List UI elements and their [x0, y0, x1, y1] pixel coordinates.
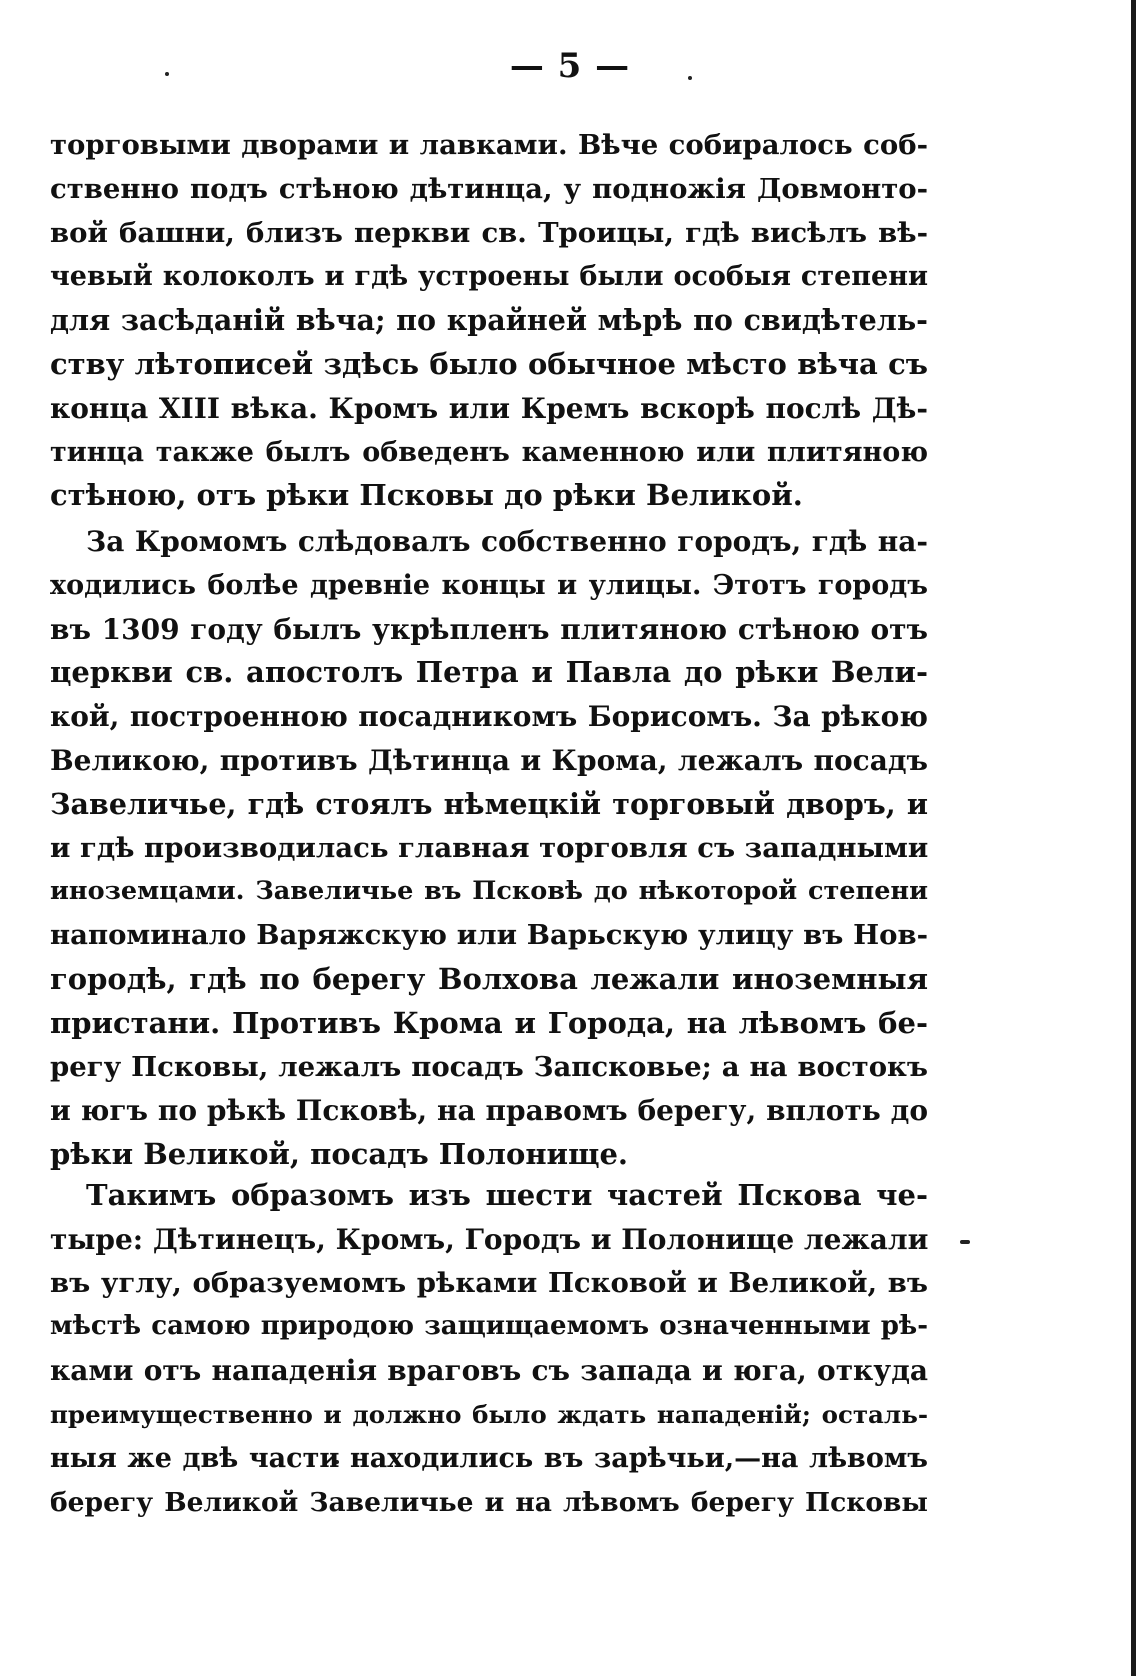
- text-line: Великою, противъ Дѣтинца и Крома, лежалъ посадъ: [50, 743, 928, 777]
- text-line: въ 1309 году былъ укрѣпленъ плитяною стѣною отъ: [50, 612, 928, 646]
- text-line: Такимъ образомъ изъ шести частей Пскова че-: [86, 1178, 928, 1212]
- text-line: ственно подъ стѣною дѣтинца, у подножія Довмонто-: [50, 172, 928, 205]
- text-line: конца XIII вѣка. Кромъ или Кремъ вскорѣ послѣ Дѣ-: [50, 391, 928, 425]
- text-line: городѣ, гдѣ по берегу Волхова лежали иноземныя: [50, 961, 928, 996]
- text-line: За Кромомъ слѣдовалъ собственно городъ, гдѣ на-: [86, 525, 928, 558]
- text-line: ками отъ нападенія враговъ съ запада и юга, откуда: [50, 1354, 928, 1388]
- text-line: ходились болѣе древніе концы и улицы. Этотъ городъ: [50, 569, 928, 601]
- text-line: тинца также былъ обведенъ каменною или плитяною: [50, 436, 928, 468]
- text-line: стѣною, отъ рѣки Псковы до рѣки Великой.: [50, 478, 803, 513]
- paragraph-3: [50, 1174, 928, 1524]
- text-line: мѣстѣ самою природою защищаемомъ означенными рѣ-: [50, 1311, 928, 1342]
- text-line: пристани. Противъ Крома и Города, на лѣвомъ бе-: [50, 1005, 928, 1040]
- text-line: и гдѣ производилась главная торговля съ западными: [50, 831, 928, 864]
- text-line: для засѣданій вѣча; по крайней мѣрѣ по свидѣтель-: [50, 303, 928, 338]
- text-line: берегу Великой Завеличье и на лѣвомъ берегу Псковы: [50, 1486, 928, 1518]
- text-line: и югъ по рѣкѣ Псковѣ, на правомъ берегу, вплоть до: [50, 1094, 928, 1128]
- text-line: чевый колоколъ и гдѣ устроены были особыя степени: [50, 261, 928, 293]
- text-line: вой башни, близъ перкви св. Троицы, гдѣ висѣлъ вѣ-: [50, 216, 928, 249]
- text-line: тыре: Дѣтинецъ, Кромъ, Городъ и Полонище лежали: [50, 1222, 928, 1256]
- text-line: въ углу, образуемомъ рѣками Псковой и Великой, въ: [50, 1266, 928, 1299]
- paragraph-1: [50, 124, 928, 518]
- page-edge-border: [1131, 0, 1136, 1676]
- text-line: рѣки Великой, посадъ Полонище.: [50, 1137, 628, 1172]
- print-speck: [960, 1240, 970, 1244]
- text-line: напоминало Варяжскую или Варьскую улицу въ Нов-: [50, 919, 928, 952]
- text-line: иноземцами. Завеличье въ Псковѣ до нѣкоторой степени: [50, 876, 928, 907]
- paragraph-2: [50, 520, 928, 1177]
- text-line: Завеличье, гдѣ стоялъ нѣмецкій торговый дворъ, и: [50, 786, 928, 821]
- page-number: — 5 —: [509, 46, 631, 86]
- text-line: торговыми дворами и лавками. Вѣче собиралось соб-: [50, 129, 928, 161]
- text-line: кой, построенною посадникомъ Борисомъ. За рѣкою: [50, 700, 928, 734]
- text-line: церкви св. апостолъ Петра и Павла до рѣки Вели-: [50, 655, 928, 690]
- text-line: преимущественно и должно было ждать нападеній; осталь-: [50, 1399, 928, 1429]
- text-line: ству лѣтописей здѣсь было обычное мѣсто вѣча съ: [50, 346, 928, 381]
- text-line: ныя же двѣ части находились въ зарѣчьи,—на лѣвомъ: [50, 1442, 928, 1474]
- text-line: регу Псковы, лежалъ посадъ Запсковье; а на востокъ: [50, 1050, 928, 1083]
